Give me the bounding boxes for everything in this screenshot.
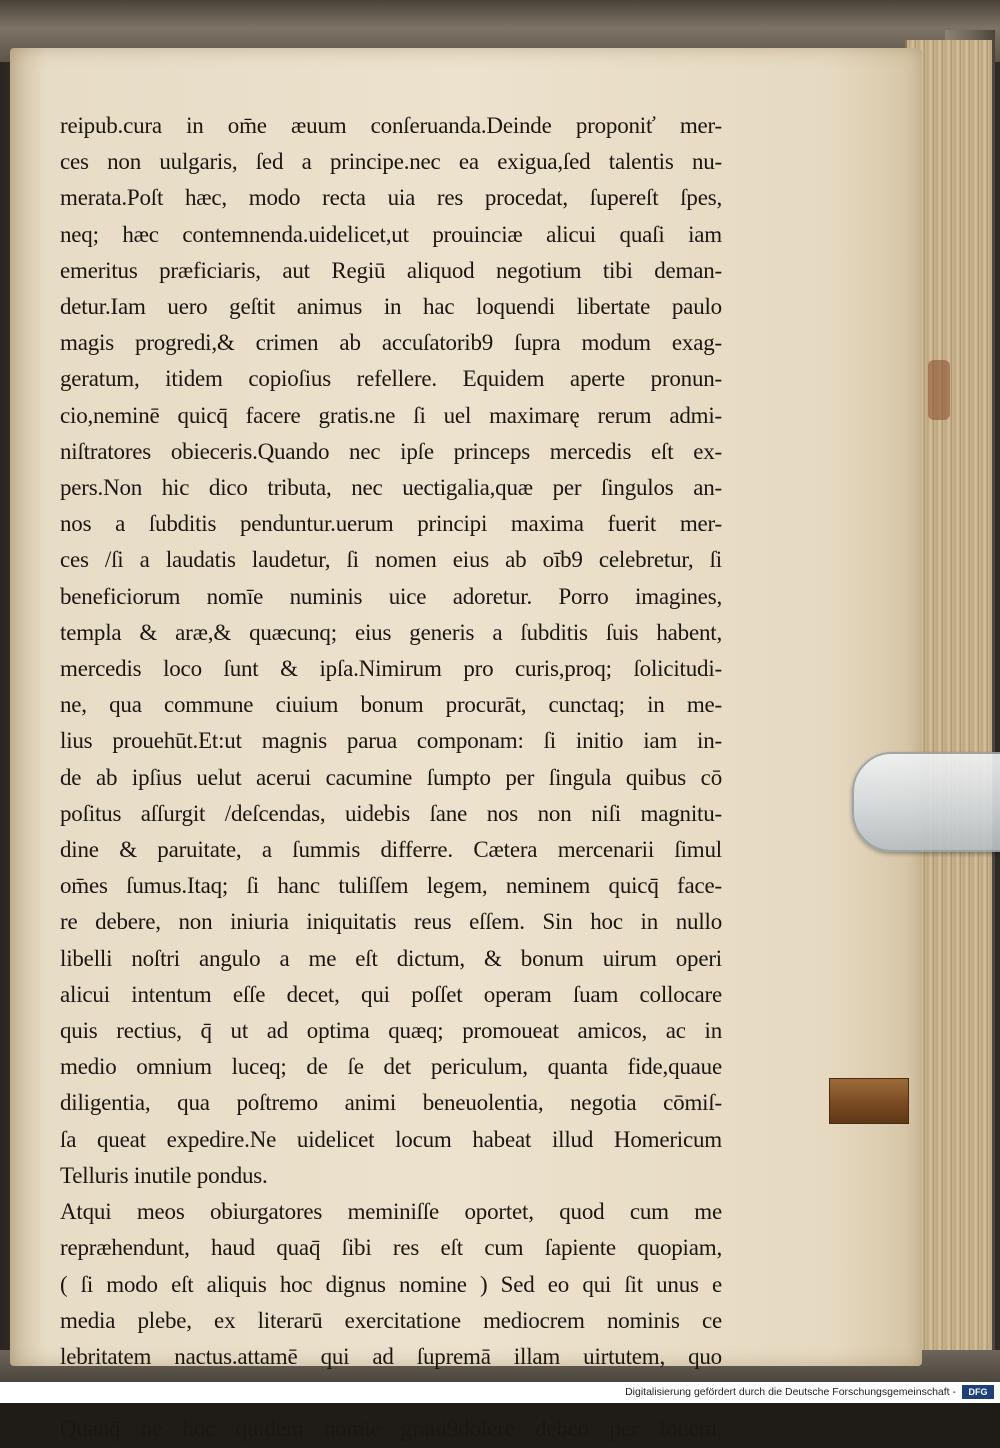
text-line: niſtratores obieceris.Quando nec ipſe princeps mercedis eſt ex- bbox=[60, 438, 722, 464]
text-line: detur.Iam uero geſtit animus in hac loquendi libertate paulo bbox=[60, 294, 722, 320]
text-line: diligentia, qua poſtremo animi beneuolentia, negotia cōmiſ- bbox=[60, 1090, 722, 1116]
text-line: cio,neminē quicq̄ facere gratis.ne ſi uel maximarę rerum admi- bbox=[60, 402, 722, 428]
text-line: beneficiorum nomīe numinis uice adoretur. Porro imagines, bbox=[60, 583, 722, 609]
text-line: pers.Non hic dico tributa, nec uectigalia,quæ per ſingulos an- bbox=[60, 475, 722, 501]
text-line: lebritatem nactus.attamē qui ad ſupremā illam uirtutem, quo bbox=[60, 1343, 722, 1369]
page-text-block bbox=[60, 108, 722, 1448]
digitization-footer bbox=[0, 1382, 1000, 1403]
text-line: reipub.cura in om̄e æuum conſeruanda.Deinde proponiť mer- bbox=[60, 113, 722, 138]
page-clip bbox=[852, 752, 1000, 852]
text-line: neq; hæc contemnenda.uidelicet,ut prouinciæ alicui quaſi iam bbox=[60, 221, 722, 247]
text-line: alicui intentum eſſe decet, qui poſſet operam ſuam collocare bbox=[60, 981, 722, 1007]
text-line: mercedis loco ſunt & ipſa.Nimirum pro curis,proq; ſolicitudi- bbox=[60, 656, 722, 682]
text-line: merata.Poſt hæc, modo recta uia res procedat, ſupereſt ſpes, bbox=[60, 185, 722, 211]
text-line: ſa queat expedire.Ne uidelicet locum habeat illud Homericum bbox=[60, 1126, 722, 1152]
text-line: medio omnium luceq; de ſe det periculum, quanta fide,quaue bbox=[60, 1054, 722, 1080]
paper-stain bbox=[928, 360, 950, 420]
text-line: poſitus aſſurgit /deſcendas, uidebis ſane nos non niſi magnitu- bbox=[60, 800, 722, 826]
text-line: lius prouehūt.Et:ut magnis parua componam: ſi initio iam in- bbox=[60, 728, 722, 754]
text-line: om̄es ſumus.Itaq; ſi hanc tuliſſem legem, neminem quicq̄ face- bbox=[60, 873, 722, 899]
text-line: Atqui meos obiurgatores meminiſſe oportet, quod cum me bbox=[60, 1199, 722, 1225]
text-line: ne, qua commune ciuium bonum procurāt, cunctaq; in me- bbox=[60, 692, 722, 718]
text-line: media plebe, ex literarū exercitatione mediocrem nominis ce bbox=[60, 1307, 722, 1333]
text-line: nos a ſubditis penduntur.uerum principi maxima fuerit mer- bbox=[60, 511, 722, 537]
text-line: dine & paruitate, a ſummis differre. Cætera mercenarii ſimul bbox=[60, 837, 722, 863]
text-line: repræhendunt, haud quaq̄ ſibi res eſt cum ſapiente quopiam, bbox=[60, 1235, 722, 1261]
dfg-logo: DFG bbox=[962, 1385, 994, 1399]
text-line: Telluris inutile pondus. bbox=[60, 1162, 268, 1188]
text-line: ces non uulgaris, ſed a principe.nec ea exigua,ſed talentis nu- bbox=[60, 149, 722, 175]
text-line: magis progredi,& crimen ab accuſatorib9 ſupra modum exag- bbox=[60, 330, 722, 356]
text-line: quis rectius, q̄ ut ad optima quæq; promoueat amicos, ac in bbox=[60, 1018, 722, 1044]
text-line: emeritus præficiaris, aut Regiū aliquod negotium tibi deman- bbox=[60, 257, 722, 283]
text-line: ces /ſi a laudatis laudetur, ſi nomen eius ab oīb9 celebretur, ſi bbox=[60, 547, 722, 573]
text-line: geratum, itidem copioſius refellere. Equidem aperte pronun- bbox=[60, 366, 722, 392]
text-line: templa & aræ,& quæcunq; eius generis a ſubditis ſuis habent, bbox=[60, 619, 722, 645]
text-line: ( ſi modo eſt aliquis hoc dignus nomine ) Sed eo qui ſit unus e bbox=[60, 1271, 722, 1297]
text-line: Quanq̄ ne hoc quidem nomīe graui9dolere debeo per Iouem, bbox=[60, 1416, 722, 1442]
funding-credit: Digitalisierung gefördert durch die Deutsche Forschungsgemeinschaft - bbox=[625, 1386, 956, 1398]
text-line: de ab ipſius uelut acerui cacumine ſumpto per ſingula quibus cō bbox=[60, 764, 722, 790]
text-line: libelli noſtri angulo a me eſt dictum, & bonum uirum operi bbox=[60, 945, 722, 971]
bookmark-tab bbox=[829, 1078, 909, 1124]
text-line: re debere, non iniuria iniquitatis reus eſſem. Sin hoc in nullo bbox=[60, 909, 722, 935]
